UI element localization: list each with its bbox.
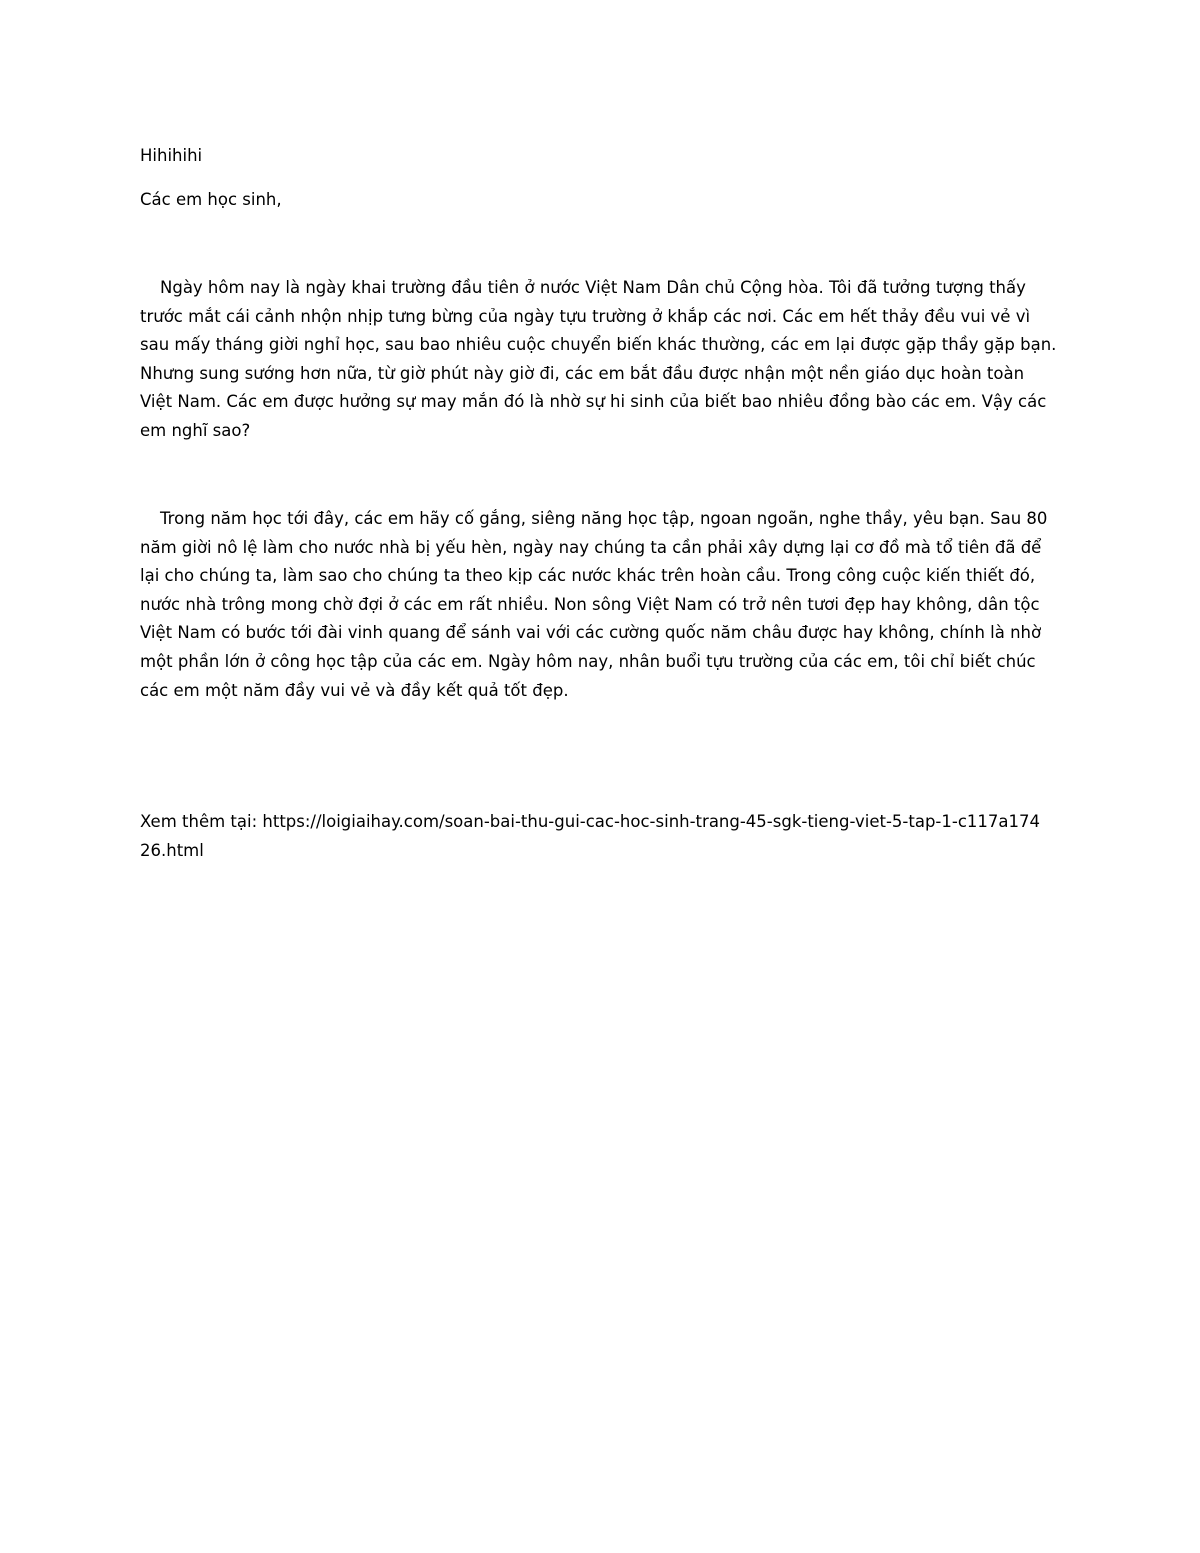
reference-link[interactable]: Xem thêm tại: https://loigiaihay.com/soan-bai-thu-gui-cac-hoc-sinh-trang-45-sgk-tieng-viet-5-tap-1-c117a17426.html — [140, 812, 1040, 860]
salutation: Các em học sinh, — [140, 190, 282, 209]
body-paragraph-2: Trong năm học tới đây, các em hãy cố gắng, siêng năng học tập, ngoan ngoãn, nghe thầy, yêu bạn. Sau 80 năm giời nô lệ làm cho nước nhà bị yếu hèn, ngày nay chúng ta cần phải xây dựng lại cơ đồ mà tổ tiên đã để lại cho chúng ta, làm sao cho chúng ta theo kịp các nước khác trên hoàn cầu. Trong công cuộc kiến thiết đó, nước nhà trông mong chờ đợi ở các em rất nhiều. Non sông Việt Nam có trở nên tươi đẹp hay không, dân tộc Việt Nam có bước tới đài vinh quang để sánh vai với các cường quốc năm châu được hay không, chính là nhờ một phần lớn ở công học tập của các em. Ngày hôm nay, nhân buổi tựu trường của các em, tôi chỉ biết chúc các em một năm đầy vui vẻ và đầy kết quả tốt đẹp. — [140, 509, 1048, 700]
document-heading: Hihihihi — [140, 146, 203, 165]
body-paragraph-1: Ngày hôm nay là ngày khai trường đầu tiên ở nước Việt Nam Dân chủ Cộng hòa. Tôi đã tưởng tượng thấy trước mắt cái cảnh nhộn nhịp tưng bừng của ngày tựu trường ở khắp các nơi. Các em hết thảy đều vui vẻ vì sau mấy tháng giời nghỉ học, sau bao nhiêu cuộc chuyển biến khác thường, các em lại được gặp thầy gặp bạn. Nhưng sung sướng hơn nữa, từ giờ phút này giờ đi, các em bắt đầu được nhận một nền giáo dục hoàn toàn Việt Nam. Các em được hưởng sự may mắn đó là nhờ sự hi sinh của biết bao nhiêu đồng bào các em. Vậy các em nghĩ sao? — [140, 278, 1057, 440]
